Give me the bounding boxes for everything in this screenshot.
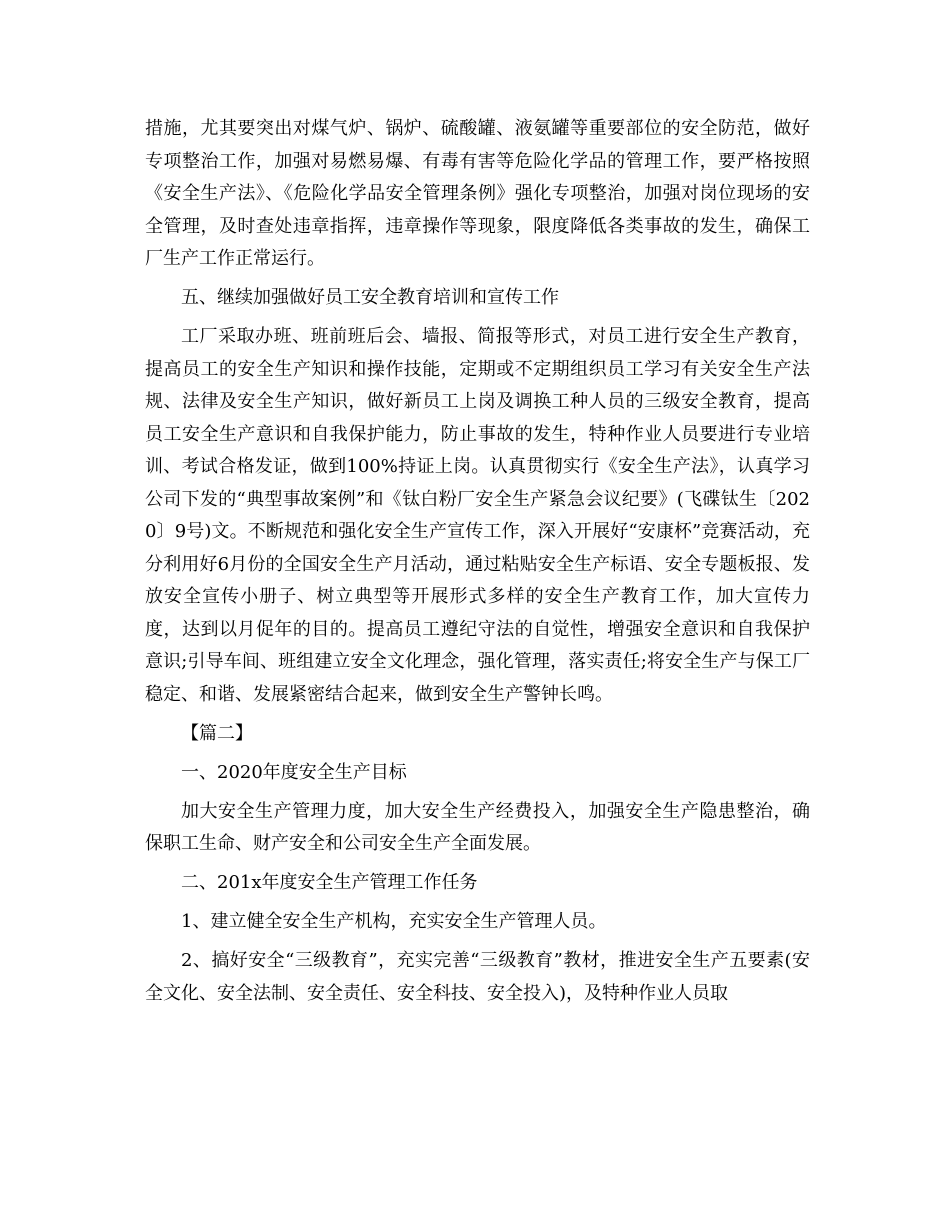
part-two-heading: 【篇二】: [181, 722, 253, 744]
list-item-task-2: 2、搞好安全“三级教育”，充实完善“三级教育”教材，推进安全生产五要素(安全文化、安全法制、安全责任、安全科技、安全投入)，及特种作业人员取: [145, 950, 810, 1004]
paragraph-safety-measures: 措施，尤其要突出对煤气炉、锅炉、硫酸罐、液氨罐等重要部位的安全防范，做好专项整治工作，加强对易燃易爆、有毒有害等危险化学品的管理工作，要严格按照《安全生产法》、《危险化学品安全管理条例》强化专项整治，加强对岗位现场的安全管理，及时查处违章指挥，违章操作等现象，限度降低各类事故的发生，确保工厂生产工作正常运行。: [145, 118, 810, 269]
list-item-task-1: 1、建立健全安全生产机构，充实安全生产管理人员。: [181, 911, 607, 932]
paragraph-goal: 加大安全生产管理力度，加大安全生产经费投入，加强安全生产隐患整治，确保职工生命、财产安全和公司安全生产全面发展。: [145, 800, 810, 854]
document-body: [145, 113, 810, 1010]
section-heading-goal: 一、2020年度安全生产目标: [181, 761, 407, 783]
section-heading-tasks: 二、201x年度安全生产管理工作任务: [181, 872, 478, 893]
paragraph-education-training: 工厂采取办班、班前班后会、墙报、简报等形式，对员工进行安全生产教育，提高员工的安全生产知识和操作技能，定期或不定期组织员工学习有关安全生产法规、法律及安全生产知识，做好新员工上岗及调换工种人员的三级安全教育，提高员工安全生产意识和自我保护能力，防止事故的发生，特种作业人员要进行专业培训、考试合格发证，做到100%持证上岗。认真贯彻实行《安全生产法》，认真学习公司下发的“典型事故案例”和《钛白粉厂安全生产紧急会议纪要》(飞碟钛生〔2020〕9号)文。不断规范和强化安全生产宣传工作，深入开展好“安康杯”竞赛活动，充分利用好6月份的全国安全生产月活动，通过粘贴安全生产标语、安全专题板报、发放安全宣传小册子、树立典型等开展形式多样的安全生产教育工作，加大宣传力度，达到以月促年的目的。提高员工遵纪守法的自觉性，增强安全意识和自我保护意识;引导车间、班组建立安全文化理念，强化管理，落实责任;将安全生产与保工厂稳定、和谐、发展紧密结合起来，做到安全生产警钟长鸣。: [145, 326, 810, 705]
section-heading-five: 五、继续加强做好员工安全教育培训和宣传工作: [181, 287, 559, 308]
